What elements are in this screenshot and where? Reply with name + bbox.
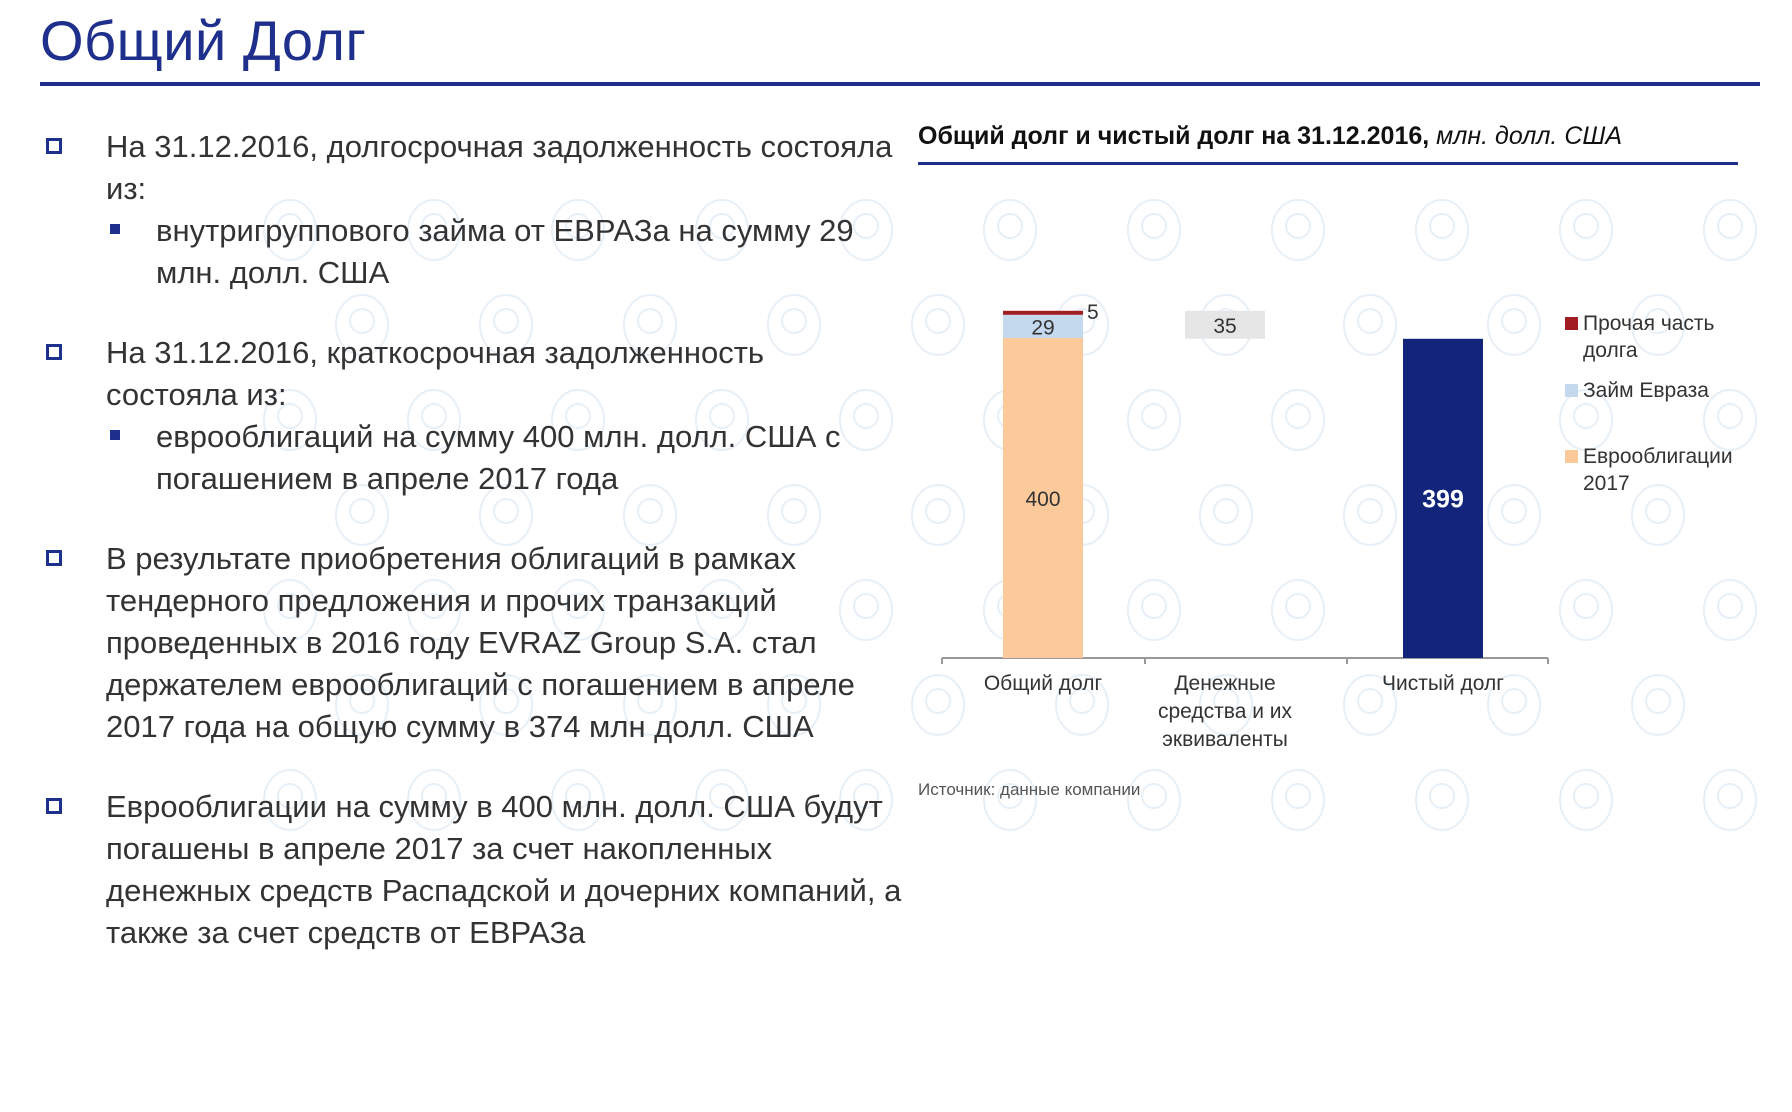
- data-label: 399: [1422, 485, 1464, 514]
- data-label: 400: [1025, 488, 1061, 511]
- watermark-doll-face: [1430, 784, 1454, 808]
- category-label: Чистый долг: [1382, 672, 1504, 695]
- sub-bullet-item: [106, 210, 902, 294]
- legend-label: Еврооблигации: [1583, 445, 1733, 468]
- title-divider: [40, 82, 1760, 86]
- category-label: Общий долг: [983, 672, 1103, 695]
- watermark-doll-icon: [1128, 770, 1180, 830]
- page-title: Общий Долг: [40, 9, 367, 72]
- watermark-doll-icon: [1416, 770, 1468, 830]
- bullet-item: [42, 332, 902, 500]
- data-label: 35: [1213, 314, 1237, 338]
- legend-label: 2017: [1583, 472, 1630, 495]
- legend-label: Займ Евраза: [1583, 379, 1709, 402]
- legend-swatch: [1565, 384, 1578, 397]
- chart-title-text: Общий долг и чистый долг на 31.12.2016,: [918, 122, 1430, 150]
- square-bullet-icon: [46, 798, 62, 814]
- data-label: 29: [1031, 316, 1055, 340]
- small-square-bullet-icon: [110, 224, 120, 234]
- bullet-list: [42, 126, 902, 992]
- bullet-item: [42, 538, 902, 748]
- watermark-doll-outline: [1272, 770, 1324, 830]
- legend-swatch: [1565, 450, 1578, 463]
- category-label: Денежные: [1174, 672, 1276, 695]
- bar-segment: [1003, 311, 1083, 315]
- legend-label: Прочая часть: [1583, 312, 1715, 335]
- legend-label: долга: [1583, 339, 1638, 362]
- watermark-doll-icon: [1560, 770, 1612, 830]
- category-label: средства и их: [1158, 700, 1292, 723]
- data-label: 5: [1087, 300, 1099, 324]
- bullet-text: В результате приобретения облигаций в рамках тендерного предложения и прочих транзакций проведенных в 2016 году EVRAZ Group S.A. стал держателем еврооблигаций с погашением в апреле 2017 года на общую сумму в 374 млн долл. США: [106, 541, 855, 744]
- watermark-doll-face: [1286, 784, 1310, 808]
- watermark-doll-outline: [1704, 770, 1756, 830]
- source-note: Источник: данные компании: [918, 780, 1141, 799]
- watermark-doll-icon: [1704, 770, 1756, 830]
- watermark-doll-icon: [1272, 770, 1324, 830]
- watermark-doll-face: [1142, 784, 1166, 808]
- category-label: эквиваленты: [1162, 728, 1288, 751]
- chart-title: [918, 122, 1622, 151]
- chart-title-divider: [918, 162, 1738, 165]
- watermark-doll-outline: [1128, 770, 1180, 830]
- bullet-text: На 31.12.2016, краткосрочная задолженность состояла из:: [106, 335, 765, 412]
- watermark-doll-icon: [984, 770, 1036, 830]
- legend-swatch: [1565, 317, 1578, 330]
- chart-unit: млн. долл. США: [1436, 122, 1623, 150]
- sub-bullet-text: еврооблигаций на сумму 400 млн. долл. США с погашением в апреле 2017 года: [156, 419, 841, 496]
- bullet-text: На 31.12.2016, долгосрочная задолженность состояла из:: [106, 129, 893, 206]
- watermark-doll-outline: [1560, 770, 1612, 830]
- debt-waterfall-chart: [900, 200, 1780, 760]
- watermark-doll-outline: [984, 770, 1036, 830]
- sub-bullet-item: [106, 416, 902, 500]
- bullet-text: Еврооблигации на сумму в 400 млн. долл. США будут погашены в апреле 2017 за счет накопленных денежных средств Распадской и дочерних компаний, а также за счет средств от ЕВРАЗа: [106, 789, 902, 950]
- watermark-doll-face: [1574, 784, 1598, 808]
- watermark-doll-outline: [1416, 770, 1468, 830]
- bullet-item: [42, 786, 902, 954]
- square-bullet-icon: [46, 550, 62, 566]
- sub-bullet-text: внутригруппового займа от ЕВРАЗа на сумму 29 млн. долл. США: [156, 213, 854, 290]
- watermark-doll-face: [1718, 784, 1742, 808]
- small-square-bullet-icon: [110, 430, 120, 440]
- bullet-item: [42, 126, 902, 294]
- square-bullet-icon: [46, 344, 62, 360]
- square-bullet-icon: [46, 138, 62, 154]
